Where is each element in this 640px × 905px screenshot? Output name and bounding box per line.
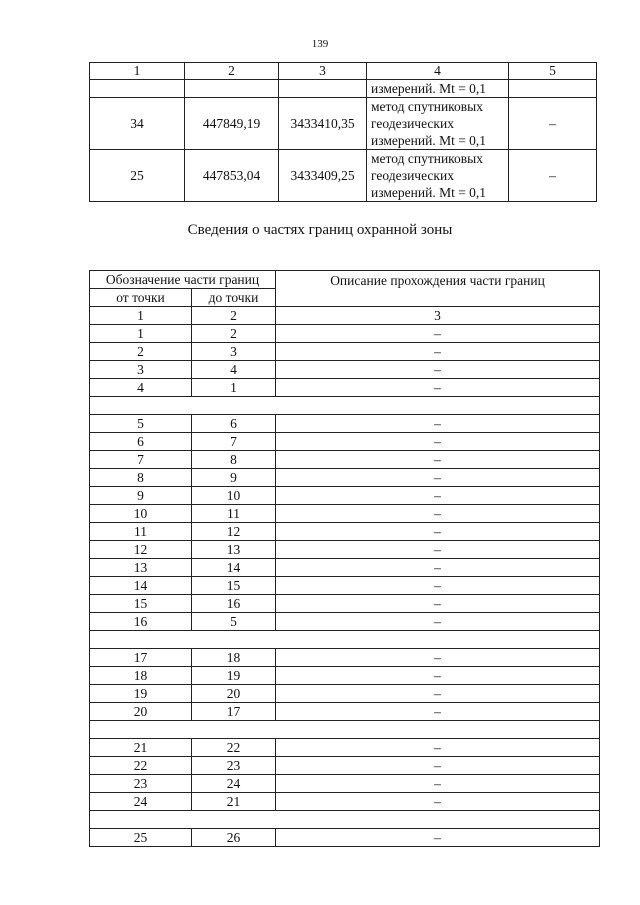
boundary-part-row (90, 505, 600, 523)
x-coordinate: 447849,19 (185, 98, 279, 150)
page-number: 139 (311, 38, 329, 50)
part-description: – (276, 523, 600, 541)
part-description: – (276, 469, 600, 487)
method-line: метод спутниковых (371, 99, 483, 114)
part-description: – (276, 793, 600, 811)
boundary-part-row (90, 487, 600, 505)
to-point: 15 (192, 577, 276, 595)
from-point: 3 (90, 361, 192, 379)
boundary-parts-table (89, 270, 600, 847)
part-description: – (276, 577, 600, 595)
boundary-part-row (90, 829, 600, 847)
header-to-point: до точки (192, 289, 276, 307)
part-description: – (276, 541, 600, 559)
to-point: 10 (192, 487, 276, 505)
part-description: – (276, 757, 600, 775)
group-separator-row (90, 721, 600, 739)
boundary-part-row (90, 541, 600, 559)
boundary-part-row (90, 757, 600, 775)
column-number: 1 (90, 307, 192, 325)
header-from-point: от точки (90, 289, 192, 307)
from-point: 12 (90, 541, 192, 559)
coords-continuation-row (90, 80, 597, 98)
to-point: 14 (192, 559, 276, 577)
to-point: 4 (192, 361, 276, 379)
from-point: 22 (90, 757, 192, 775)
header-description: Описание прохождения части границ (276, 271, 600, 307)
to-point: 3 (192, 343, 276, 361)
from-point: 1 (90, 325, 192, 343)
to-point: 8 (192, 451, 276, 469)
from-point: 7 (90, 451, 192, 469)
boundary-part-row (90, 343, 600, 361)
part-description: – (276, 559, 600, 577)
part-description: – (276, 343, 600, 361)
from-point: 5 (90, 415, 192, 433)
part-description: – (276, 433, 600, 451)
to-point: 11 (192, 505, 276, 523)
coords-header-cell: 4 (367, 63, 509, 80)
boundary-part-row (90, 613, 600, 631)
to-point: 5 (192, 613, 276, 631)
column-number: 3 (276, 307, 600, 325)
to-point: 22 (192, 739, 276, 757)
boundary-part-row (90, 433, 600, 451)
boundary-part-row (90, 595, 600, 613)
to-point: 9 (192, 469, 276, 487)
boundary-part-row (90, 451, 600, 469)
coords-header-cell: 2 (185, 63, 279, 80)
boundary-part-row (90, 703, 600, 721)
point-number: 34 (90, 98, 185, 150)
x-coordinate: 447853,04 (185, 150, 279, 202)
from-point: 10 (90, 505, 192, 523)
from-point: 2 (90, 343, 192, 361)
to-point: 12 (192, 523, 276, 541)
part-description: – (276, 703, 600, 721)
boundary-part-row (90, 469, 600, 487)
from-point: 25 (90, 829, 192, 847)
boundary-part-row (90, 793, 600, 811)
to-point: 18 (192, 649, 276, 667)
from-point: 9 (90, 487, 192, 505)
from-point: 17 (90, 649, 192, 667)
boundary-part-row (90, 325, 600, 343)
part-description: – (276, 613, 600, 631)
boundary-part-row (90, 685, 600, 703)
boundary-part-row (90, 649, 600, 667)
from-point: 16 (90, 613, 192, 631)
part-description: – (276, 325, 600, 343)
part-description: – (276, 379, 600, 397)
boundary-part-row (90, 775, 600, 793)
to-point: 2 (192, 325, 276, 343)
part-description: – (276, 739, 600, 757)
from-point: 14 (90, 577, 192, 595)
part-description: – (276, 667, 600, 685)
section-title: Сведения о частях границ охранной зоны (187, 222, 453, 238)
from-point: 13 (90, 559, 192, 577)
to-point: 24 (192, 775, 276, 793)
to-point: 16 (192, 595, 276, 613)
part-description: – (276, 415, 600, 433)
header-part-designation: Обозначение части границ (90, 271, 276, 289)
boundary-part-row (90, 667, 600, 685)
from-point: 20 (90, 703, 192, 721)
part-description: – (276, 487, 600, 505)
from-point: 6 (90, 433, 192, 451)
from-point: 21 (90, 739, 192, 757)
to-point: 19 (192, 667, 276, 685)
to-point: 6 (192, 415, 276, 433)
to-point: 26 (192, 829, 276, 847)
method-line: геодезических (371, 168, 454, 183)
from-point: 24 (90, 793, 192, 811)
column-5-value: – (509, 150, 597, 202)
y-coordinate: 3433409,25 (279, 150, 367, 202)
from-point: 8 (90, 469, 192, 487)
boundary-part-row (90, 577, 600, 595)
parts-column-numbers-row (90, 307, 600, 325)
method-line: измерений. Mt = 0,1 (371, 133, 487, 148)
method-line: геодезических (371, 116, 454, 131)
column-5-value: – (509, 98, 597, 150)
part-description: – (276, 649, 600, 667)
coords-header-cell: 5 (509, 63, 597, 80)
from-point: 23 (90, 775, 192, 793)
to-point: 20 (192, 685, 276, 703)
from-point: 4 (90, 379, 192, 397)
to-point: 1 (192, 379, 276, 397)
boundary-part-row (90, 739, 600, 757)
part-description: – (276, 685, 600, 703)
method-line: измерений. Mt = 0,1 (371, 185, 487, 200)
coords-header-cell: 3 (279, 63, 367, 80)
part-description: – (276, 361, 600, 379)
from-point: 15 (90, 595, 192, 613)
to-point: 13 (192, 541, 276, 559)
part-description: – (276, 829, 600, 847)
from-point: 19 (90, 685, 192, 703)
y-coordinate: 3433410,35 (279, 98, 367, 150)
boundary-part-row (90, 559, 600, 577)
boundary-part-row (90, 379, 600, 397)
method-line: метод спутниковых (371, 151, 483, 166)
coordinates-table (89, 62, 597, 202)
boundary-part-row (90, 415, 600, 433)
part-description: – (276, 505, 600, 523)
from-point: 18 (90, 667, 192, 685)
group-separator-row (90, 397, 600, 415)
boundary-part-row (90, 361, 600, 379)
boundary-part-row (90, 523, 600, 541)
parts-header-row (90, 271, 600, 289)
coords-header-cell: 1 (90, 63, 185, 80)
part-description: – (276, 595, 600, 613)
coords-header-row (90, 63, 597, 80)
to-point: 23 (192, 757, 276, 775)
method-description (367, 150, 509, 202)
to-point: 17 (192, 703, 276, 721)
to-point: 21 (192, 793, 276, 811)
to-point: 7 (192, 433, 276, 451)
method-description (367, 98, 509, 150)
column-number: 2 (192, 307, 276, 325)
point-number: 25 (90, 150, 185, 202)
part-description: – (276, 775, 600, 793)
coords-row (90, 98, 597, 150)
group-separator-row (90, 811, 600, 829)
coords-row (90, 150, 597, 202)
group-separator-row (90, 631, 600, 649)
part-description: – (276, 451, 600, 469)
from-point: 11 (90, 523, 192, 541)
continuation-text: измерений. Mt = 0,1 (367, 80, 509, 98)
